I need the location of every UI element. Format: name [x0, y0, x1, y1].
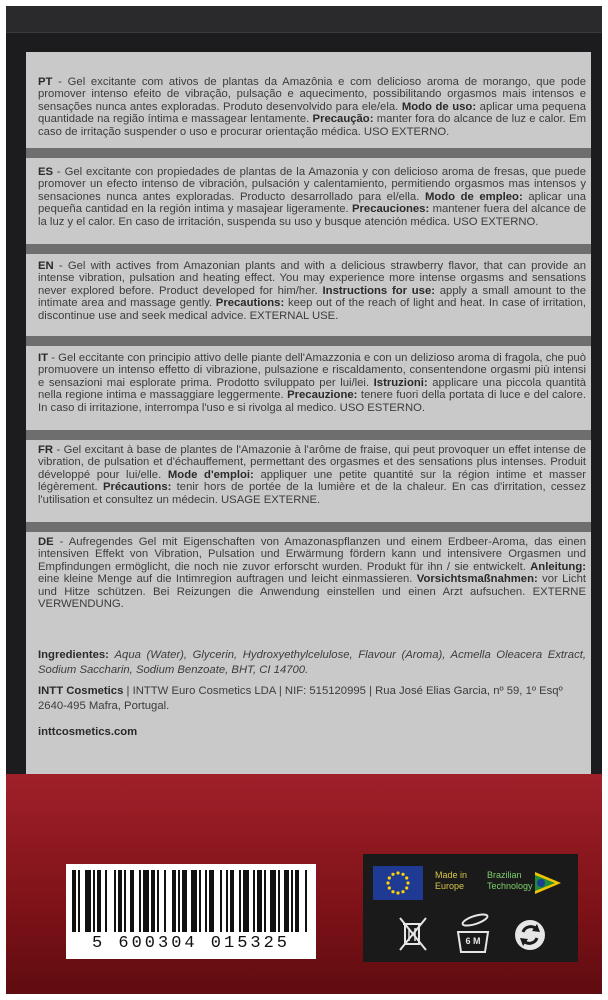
brazilian-technology-label: Brazilian Technology [487, 870, 533, 891]
barcode-bar [307, 870, 309, 932]
text-it: IT - Gel eccitante con principio attivo delle piante dell'Amazzonia e con un delizioso aroma di fragola, che può promuovere un intenso effetto di vibrazione, pulsazione e riscaldamento, consentendone orgasmi più intensi e sensazioni mai esplorate prima. Prodotto sviluppato per lui/lei. Istruzioni: applicare una piccola quantità nella regione intima e massaggiare leggermente. Precauzione: tenere fuori della portata di luce e del calore. In caso di irritazione, interrompa l'uso e si rivolga al medico. USO ESTERNO. [38, 352, 587, 414]
text-en: EN - Gel with actives from Amazonian plants and with a delicious strawberry flavor, that can provide an intense vibration, pulsation and heating effect. You may experience more intense orgasms and sensations never explored before. Product developed for him/her. Instructions for use: apply a small amount to the intimate area and massage gently. Precautions: keep out of the reach of light and heat. In case of irritation, discontinue use and seek medical advice. EXTERNAL USE. [38, 260, 587, 322]
separator [26, 430, 591, 440]
text-es: ES - Gel excitante con propiedades de plantas de la Amazonia y con delicioso aroma de fresas, que puede promover un efecto intenso de vibración, pulsación y calentamiento, permitiendo orgasmos mas intensos y sensaciones nunca antes exploradas. Producto desarrollado para el/ella. Modo de empleo: aplicar una pequeña cantidad en la región intima y masajear ligeramente. Precauciones: mantener fuera del alcance de la luz y el calor. En caso de irritación, suspenda su uso y busque atención médica. USO EXTERNO. [38, 166, 587, 228]
separator [26, 336, 591, 346]
ingredients: Ingredientes: Aqua (Water), Glycerin, Hydroxyethylcelulose, Flavour (Aroma), Acmella Oleacera Extract, Sodium Saccharin, Sodium Benzoate, BHT, CI 14700. [38, 649, 586, 676]
company-info: INTT Cosmetics | INTTW Euro Cosmetics LDA | NIF: 515120995 | Rua José Elias Garcia, nº 59, 1º Esqº 2640-495 Mafra, Portugal. [38, 685, 563, 712]
barcode-number: 5 600304 015325 [91, 934, 291, 953]
brazil-flag-icon [535, 866, 565, 900]
barcode-bars [72, 870, 310, 932]
text-pt: PT - Gel excitante com ativos de plantas da Amazônia e com delicioso aroma de morango, que pode promover intenso efeito de vibração, pulsação e aquecimento, possibilitando orgasmos mais intensos e sensações nunca antes exploradas. Produto desenvolvido para ele/ela. Modo de uso: aplicar uma pequena quantidade na região íntima e massagear lentamente. Precaução: manter fora do alcance de luz e calor. Em caso de irritação suspender o uso e procurar orientação médica. USO EXTERNO. [38, 76, 587, 138]
text-de: DE - Aufregendes Gel mit Eigenschaften von Amazonaspflanzen und einem Erdbeer-Aroma, das einen intensiven Effekt von Vibration, Pulsation und Erwärmung fördern kann und intensivere Orgasmen und Empfindungen ermöglicht, die noch nie zuvor erforscht wurden. Produkt für ihn / sie entwickelt. Anleitung: eine kleine Menge auf die Intimregion auftragen und leicht einmassieren. Vorsichtsmaßnahmen: vor Licht und Hitze schützen. Bei Reizungen die Anwendung einstellen und einen Arzt aufsuchen. EXTERNE VERWENDUNG. [38, 536, 586, 611]
label-panel [26, 52, 591, 780]
badges-panel [363, 854, 578, 962]
trash-bin-icon [398, 916, 428, 957]
separator [26, 244, 591, 254]
eu-flag-icon [373, 866, 423, 900]
text-fr: FR - Gel excitant à base de plantes de l'Amazonie à l'arôme de fraise, qui peut provoquer un effet intense de vibration, de pulsation et d'échauffement, permettant des orgasmes et des sensations plus intenses. Produit développé pour lui/elle. Mode d'emploi: appliquer une petite quantité sur la région intime et masser légèrement. Précautions: tenir hors de portée de la lumière et de la chaleur. En cas d'irritation, cessez l'utilisation et consultez un médecin. USAGE EXTERNE. [38, 444, 587, 506]
separator [26, 522, 591, 532]
website: inttcosmetics.com [38, 726, 138, 738]
box-top-flap [6, 6, 602, 33]
package-back [6, 6, 602, 994]
barcode [66, 864, 316, 959]
open-jar-pao-icon [453, 912, 493, 961]
recycle-icon [513, 918, 547, 957]
made-in-europe-label: Made in Europe [435, 870, 468, 891]
pao-label: 6 M [465, 936, 481, 946]
separator [26, 148, 591, 158]
